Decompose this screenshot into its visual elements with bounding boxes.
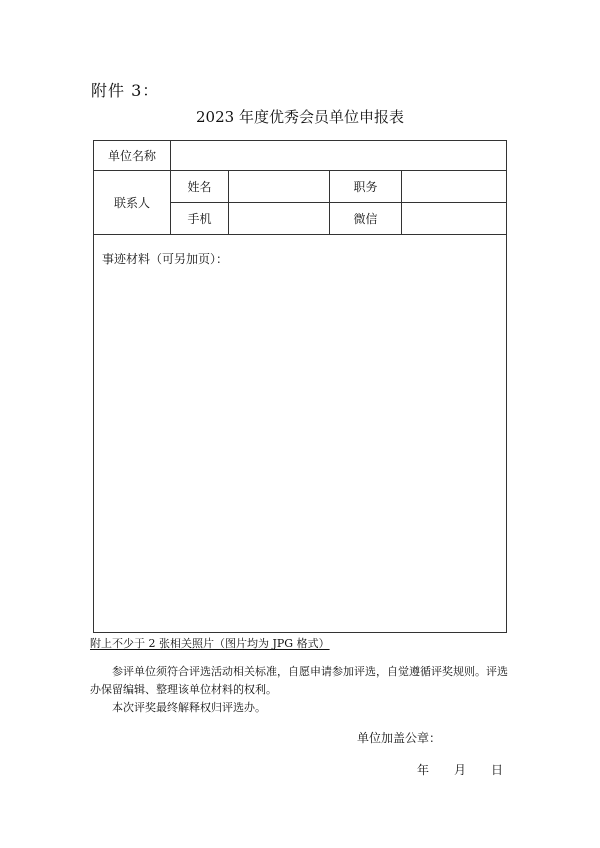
phone-field[interactable] [229, 203, 330, 235]
position-label: 职务 [330, 171, 402, 203]
seal-label: 单位加盖公章： [357, 731, 442, 745]
wechat-field[interactable] [402, 203, 507, 235]
photo-note: 附上不少于 2 张相关照片（图片均为 JPG 格式） [90, 637, 330, 650]
attachment-label: 附件 3： [91, 81, 160, 100]
material-label: 事迹材料（可另加页）： [102, 252, 229, 266]
unit-name-field[interactable] [171, 141, 507, 171]
contact-name-row [94, 171, 507, 203]
name-label: 姓名 [171, 171, 229, 203]
page-title: 2023 年度优秀会员单位申报表 [196, 108, 404, 126]
phone-label: 手机 [171, 203, 229, 235]
wechat-label: 微信 [330, 203, 402, 235]
material-row [94, 235, 507, 633]
declaration-text: 参评单位须符合评选活动相关标准，自愿申请参加评选，自觉遵循评奖规则。评选办保留编辑、整理该单位材料的权利。 [90, 665, 508, 696]
unit-name-label: 单位名称 [94, 141, 171, 171]
application-form [93, 140, 507, 633]
date-month-label: 月 [454, 763, 467, 777]
position-field[interactable] [402, 171, 507, 203]
material-field[interactable] [94, 235, 507, 633]
unit-name-row [94, 141, 507, 171]
name-field[interactable] [229, 171, 330, 203]
final-interpretation-text: 本次评奖最终解释权归评选办。 [112, 701, 266, 714]
date-day-label: 日 [491, 763, 504, 777]
date-year-label: 年 [417, 763, 430, 777]
contact-label: 联系人 [94, 171, 171, 235]
